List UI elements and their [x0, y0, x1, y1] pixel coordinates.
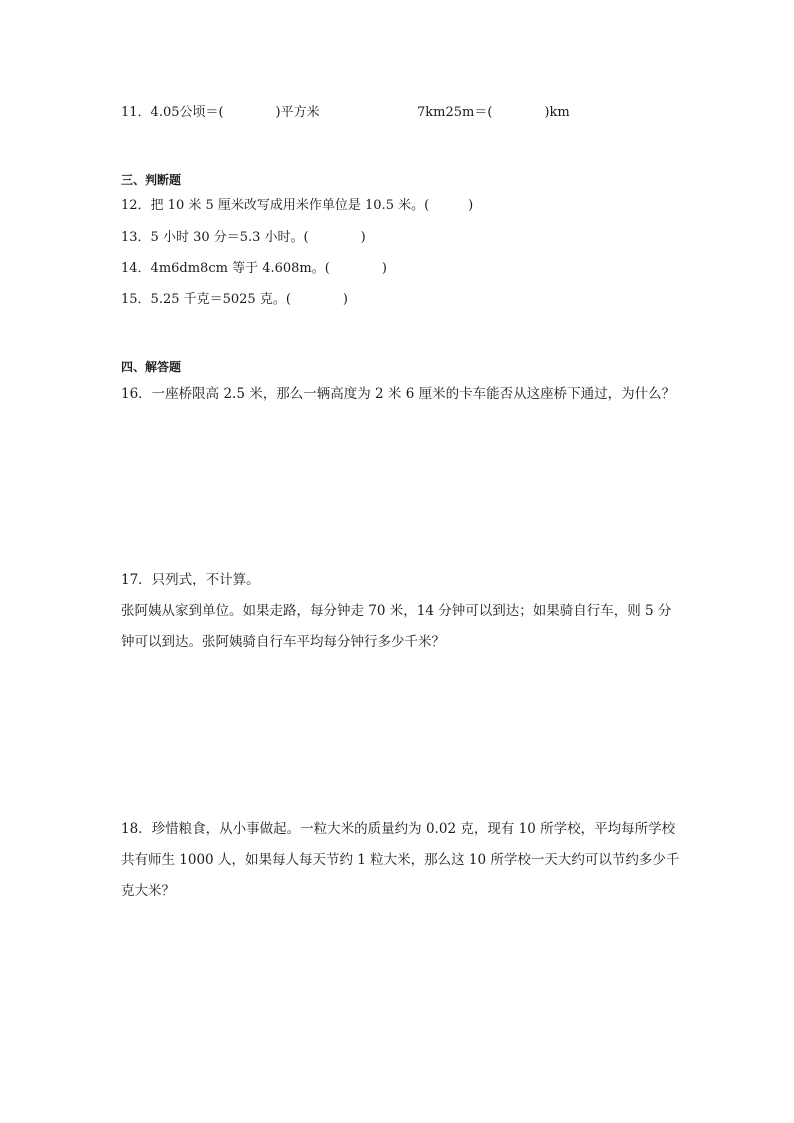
question-14: 14．4m6dm8cm 等于 4.608m。( )	[121, 261, 387, 276]
question-18-line-3: 克大米？	[121, 883, 175, 899]
question-17-line-2: 钟可以到达。张阿姨骑自行车平均每分钟行多少千米？	[121, 634, 445, 650]
question-17-body	[121, 596, 681, 658]
question-11-text: 11．4.05公顷＝( )平方米	[121, 105, 320, 120]
question-18-line-2: 共有师生 1000 人，如果每人每天节约 1 粒大米，那么这 10 所学校一天大约可以节约多少千	[121, 852, 680, 868]
question-16: 16．一座桥限高 2.5 米，那么一辆高度为 2 米 6 厘米的卡车能否从这座桥下通过，为什么？	[121, 386, 676, 402]
section-heading-answer: 四、解答题	[121, 360, 182, 374]
section-heading-judgement: 三、判断题	[121, 173, 182, 187]
question-18-line-1: 18．珍惜粮食，从小事做起。一粒大米的质量约为 0.02 克，现有 10 所学校，平均每所学校	[121, 821, 676, 837]
question-15: 15．5.25 千克＝5025 克。( )	[121, 292, 348, 307]
question-13: 13．5 小时 30 分＝5.3 小时。( )	[121, 230, 366, 245]
question-12: 12．把 10 米 5 厘米改写成用米作单位是 10.5 米。( )	[121, 198, 474, 213]
question-17-title: 17．只列式，不计算。	[121, 572, 260, 588]
question-17-line-1: 张阿姨从家到单位。如果走路，每分钟走 70 米，14 分钟可以到达；如果骑自行车，则 5 分	[121, 603, 672, 619]
question-11b-text: 7km25m＝( )km	[417, 105, 570, 120]
question-18-body	[121, 814, 681, 907]
